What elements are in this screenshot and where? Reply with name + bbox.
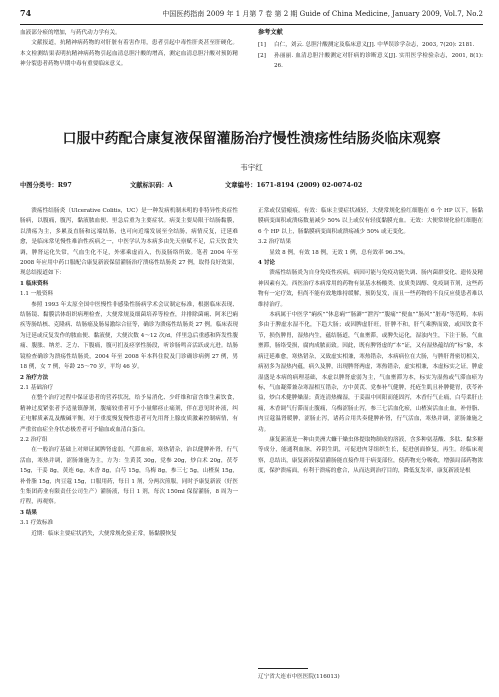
paragraph: 溃疡性结肠炎为自身免疫性疾病，病因可能与免疫功能失调、肠内菌群变化、遗传及精神因素有关。西医治疗本病常用的药物有氨基水杨酸类、皮质类固醇、免疫调节剂，这些药物有一定疗效，但尚不能有效地维持缓解，预防复发，而且一些药物的不良反应使患者难以维持治疗。 (258, 270, 483, 308)
references (258, 28, 483, 72)
clc-number: 中图分类号：R97 (20, 182, 72, 189)
paragraph: 参照 1993 年太原全国中医慢性非感染性肠病学术会议制定标准，根据临床表现、结肠镜、黏膜活体组织病理检查，大便常规及细菌培养等检查，并排除菌痢、阿米巴痢疾等肠结核、克隆病、结肠癌及肠易激综合征等，确诊为溃疡性结肠炎 27 例。临床表现为迁延或反复发作的脓血便、黏液便，大便次数 4～12 次/d，伴里急后重感和阵发性腹痛、腹胀、纳差、乏力、下腹痛，腹可扪及痉挛性肠段，听诊肠鸣音活跃或亢进。结肠镜检查确诊为溃疡性结肠炎，2004 年至 2008 年本科住院及门诊确诊病例 27 例，男 18 例，女 7 例，年龄 25～70 岁，平均 46 岁。 (20, 301, 238, 371)
paragraph: 文献报道，抗精神病药物的对肝脏有着害作用，患者引起中毒性肝炎甚至肝硬化。本文检测结果表明抗精神病药物引起血清总胆汁酸的增高，测定血清总胆汁酸对预防精神分裂患者药物早期中毒有重要临床意义。 (20, 40, 238, 68)
subsection-heading: 2.1 基础治疗 (20, 384, 54, 391)
section-heading: 3 结果 (20, 509, 38, 516)
section-heading: 1 临床资料 (20, 280, 49, 287)
subsection-heading: 3.2 治疗结果 (258, 239, 292, 246)
running-header (20, 6, 483, 22)
section-heading: 2 治疗方法 (20, 374, 49, 381)
document-code: 文献标识码：A (130, 182, 173, 189)
paragraph: 显效 8 例，有效 18 例，无效 1 例，总有效率 96.3%。 (269, 249, 409, 256)
footnote-affiliation: 辽宁省大连市中医医院(116013) (258, 674, 340, 680)
paragraph: 在整个治疗过程中保证患者的营养状况，给予易消化、少纤维和富含维生素饮食，精神过度紧张者予适量镇静剂，腹痛较重者可予小量解痉止痛剂，伴在意见时补液，纠正电解质紊乱及酸碱平衡，对于重度慢复慢性患者可先用肾上腺皮质激素控制病情，有严重贫血症全身状态极差者可予输血或血清白蛋白。 (20, 395, 238, 433)
author: 韦宇红 (240, 163, 263, 172)
reference-item: [1] 白仁，刘云. 总胆汁酸测定及临床意义[J]. 中华误诊学杂志，2003, 7(20): 2181. (258, 42, 475, 49)
paragraph: 正常或仅留瘢痕。有效：临床主要症状减轻，大便常规化验红细胞在 6 个 HP 以下，肠黏膜病变面积或溃疡数量减少 50% 以上或仅有轻度黏膜充血。无效：大便常规化验红细胞在 6 个 HP 以上，肠黏膜病变面积或溃疡减少 50% 或无变化。 (258, 208, 483, 235)
paragraph: 在一般治疗基础上对辩证属脾肾虚弱，气滞血瘀，寒热错杂，治以健脾补肾，行气活血，寒热并调，涩肠兼施为主，方为：生黄芪 30g，党参 20g，炒白术 20g，茯苓 15g，干姜 8g，黄连 6g，木香 8g，白芍 15g，乌梅 8g，参三七 5g，山楂炭 15g，补骨脂 15g，肉豆蔻 15g，口服用药，每日 1 剂，分两次煎服，同时予康复新液（好医生集团药业有限责任公司生产）灌肠液，每日 1 剂，每次 150ml 保留灌肠，8 周为一疗程，再观察。 (20, 447, 238, 506)
article-title: 口服中药配合康复液保留灌肠治疗慢性溃疡性结肠炎临床观察 (62, 131, 441, 147)
page-number: 74 (20, 8, 32, 18)
section-heading: 4 讨论 (258, 260, 276, 267)
paragraph: 溃疡性结肠炎（Ulcerative Colitis，UC）是一种发病机制未明的非特异性炎症性肠病，以腹痛，腹泻，黏液脓血便、里急后重为主要症状。病变主要局限于结肠黏膜，以溃疡为主，多累及直肠和远端结肠，也可向近端发展至全结肠，病情反复，迁延难愈，是临床常见慢性难治性疾病之一，中医学认为本病多由先天禀赋不足，后天饮食失调，脾肾运化失常，气血生化不足，外邪乘虚而入，伤及肠络所致。笔者 2004 年至 2008 年应用中药口服配合康复新液保留灌肠治疗溃疡性结肠炎 27 例，取得良好效果，现总结报道如下： (20, 208, 238, 277)
paragraph: 近期：临床主要症状消失，大便常规化验正常，肠黏膜恢复 (31, 530, 177, 537)
right-column (258, 206, 483, 477)
paragraph: 康复新液是一种由美洲大蠊干燥虫体提取物制成的溶液，含多种氨基酸、多肽、黏多糖等成分，能通利血脉，养阴生肌，可促进肉芽组织生长，促进创面修复，再生。经临床观察，总结出，康复新液保留灌肠能直接作用于病变部位，使药物充分吸收，增强局部药物浓度，保护溃疡面，有利于溃疡的愈合，从而达到治疗目的，降低复发率，康复新液是根 (258, 436, 483, 475)
subsection-heading: 2.2 治疗组 (20, 436, 48, 443)
subsection-heading: 1.1 一般资料 (20, 291, 54, 298)
header-rule (20, 24, 483, 25)
left-column (20, 206, 238, 539)
reference-item: [2] 孙丽丽. 血清总胆汁酸测定对肝病的诊断意义[J]. 实用医学检验杂志，2001, 8(1): 26. (258, 52, 483, 70)
paragraph: 血液部分瘀的增加，与药代动力学有关。 (20, 30, 121, 36)
top-left-text (20, 28, 238, 70)
references-heading: 参考文献 (258, 29, 283, 36)
paragraph: 本病属于中医学“痢疾”“休息痢”“肠澼”“泄泻”“腹痛”“便血”“肠风”“脏毒”等范畴，本病多由于脾虚水湿不化，下趋大肠；或因脾虚肝旺，肝脾不和，肝气乘脾而致，或因饮食不节，损伤脾胃，湿热内生，蕴结肠道，气血壅滞，或脾失运化，湿浊内生，下注于肠，气血壅滞，肠络受损，腐肉成脓而致。因此，既有脾肾虚的“本”证，又有湿热蕴结的“标”象，本病迁延难愈，寒热错杂，又致虚实相兼，寒热错杂，本病病位在大肠，与脾肝肾密切相关，病初多为湿热内蕴，病久及脾，出现脾肾两虚，寒热错杂，虚实相兼，本虚标实之证，脾虚湿盛是本病的病理基础，本虚以脾肾虚弱为主，气血壅滞为本，标实为湿热或气滞血瘀为标，气血凝滞兼杂寒湿相互错杂，方中黄芪、党参补气健脾，托疮生肌且补脾健胃，茯苓补益，炒白术健脾燥湿；黄连清热燥湿，于姜温中回阳而能固泻，木香行气止痛，白芍柔肝止痛，木香调气行滞而止腹痛，乌梅涩肠止泻，参三七活血化瘀，山楂炭活血止血，补骨脂、肉豆蔻温肾暖脾，涩肠止泻，诸药合用共奏健脾补肾，行气活血，寒热并调，涩肠兼施之功。 (258, 312, 483, 433)
subsection-heading: 3.1 疗效标准 (20, 520, 54, 527)
article-meta (20, 180, 483, 192)
footnote-rule (258, 668, 308, 669)
article-id: 文章编号：1671-8194 (2009) 02-0074-02 (225, 182, 363, 189)
journal-header: 中国医药指南 2009 年 1 月第 7 卷 第 2 期 Guide of China Medicine, January 2009, Vol.7, No.2 (162, 10, 483, 18)
